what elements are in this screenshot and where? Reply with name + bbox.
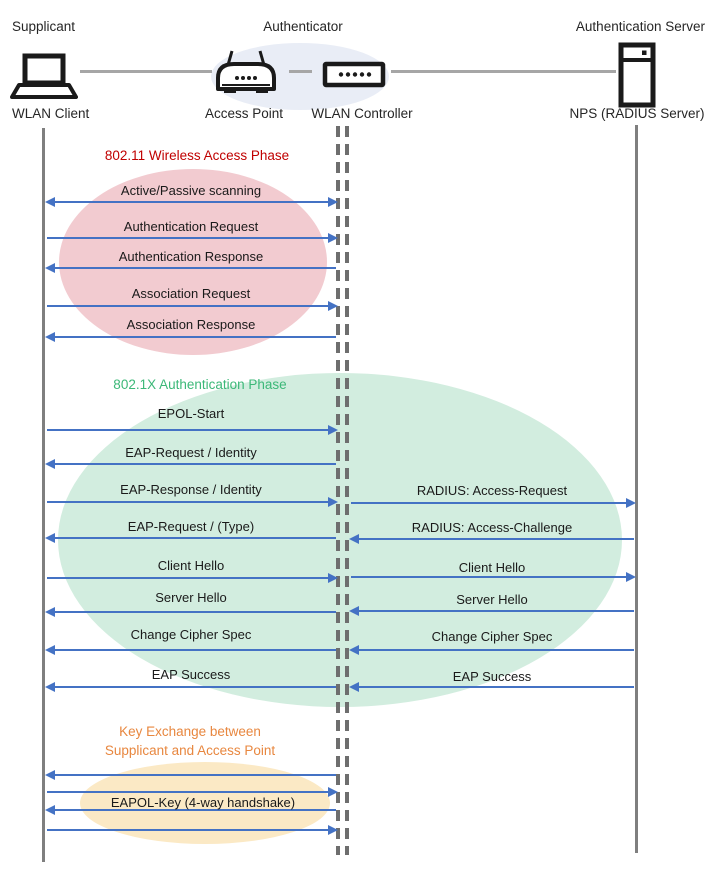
- message-arrow: [45, 769, 338, 781]
- message-arrow: [349, 644, 636, 656]
- message-arrow: [45, 424, 338, 436]
- arrowhead-left: [45, 682, 55, 692]
- arrowhead-left: [45, 770, 55, 780]
- message-arrow: [45, 572, 338, 584]
- arrowhead-left: [45, 645, 55, 655]
- arrowhead-left: [349, 682, 359, 692]
- message-label: Server Hello: [456, 592, 528, 607]
- arrowhead-right: [626, 572, 636, 582]
- role-label-supplicant: Supplicant: [12, 19, 76, 34]
- arrowhead-left: [45, 607, 55, 617]
- message-label: RADIUS: Access-Challenge: [411, 520, 573, 535]
- phase-title-3: Key Exchange between Supplicant and Access Point: [104, 724, 276, 758]
- message-arrow: [349, 497, 636, 509]
- message-label: RADIUS: Access-Request: [416, 483, 568, 498]
- message-label: Authentication Request: [123, 219, 259, 234]
- arrowhead-right: [626, 498, 636, 508]
- message-label: EAP Success: [452, 669, 532, 684]
- message-label: Server Hello: [155, 590, 227, 605]
- message-label: Authentication Response: [118, 249, 264, 264]
- message-label: Association Response: [126, 317, 256, 332]
- arrowhead-right: [328, 573, 338, 583]
- message-label: EAP Success: [151, 667, 231, 682]
- arrowhead-left: [349, 534, 359, 544]
- arrowhead-left: [45, 805, 55, 815]
- message-label: EAP-Request / Identity: [125, 445, 257, 460]
- message-label: EAP-Response / Identity: [120, 482, 262, 497]
- arrowhead-left: [45, 459, 55, 469]
- message-label: Change Cipher Spec: [431, 629, 553, 644]
- device-label-access-point: Access Point: [204, 106, 284, 121]
- message-arrow: [45, 644, 338, 656]
- arrowhead-left: [45, 533, 55, 543]
- message-arrow: [45, 300, 338, 312]
- arrowhead-right: [328, 233, 338, 243]
- arrowhead-right: [328, 425, 338, 435]
- device-label-nps-radius-server: NPS (RADIUS Server): [569, 106, 705, 121]
- message-label: Change Cipher Spec: [130, 627, 252, 642]
- message-label: Client Hello: [157, 558, 225, 573]
- device-label-wlan-controller: WLAN Controller: [311, 106, 413, 121]
- arrowhead-right: [328, 301, 338, 311]
- message-label: Client Hello: [458, 560, 526, 575]
- phase-title-1: 802.11 Wireless Access Phase: [104, 148, 290, 163]
- role-label-authenticator: Authenticator: [263, 19, 343, 34]
- arrowhead-right: [328, 825, 338, 835]
- message-label: EAPOL-Key (4-way handshake): [110, 795, 296, 810]
- arrowhead-left: [45, 263, 55, 273]
- message-arrow: [45, 496, 338, 508]
- message-arrow: [45, 681, 338, 693]
- arrowhead-right: [328, 787, 338, 797]
- arrowhead-right: [328, 497, 338, 507]
- arrowhead-left: [45, 332, 55, 342]
- message-label: Active/Passive scanning: [120, 183, 262, 198]
- message-label: EPOL-Start: [157, 406, 225, 421]
- role-label-authentication-server: Authentication Server: [575, 19, 705, 34]
- arrowhead-left: [349, 606, 359, 616]
- phase-title-2: 802.1X Authentication Phase: [113, 377, 287, 392]
- device-label-wlan-client: WLAN Client: [12, 106, 90, 121]
- arrowhead-right: [328, 197, 338, 207]
- message-arrow: [45, 606, 338, 618]
- message-arrow: [45, 824, 338, 836]
- message-label: EAP-Request / (Type): [127, 519, 255, 534]
- arrowhead-left: [45, 197, 55, 207]
- arrowhead-left: [349, 645, 359, 655]
- message-label: Association Request: [131, 286, 251, 301]
- message-arrow: [45, 331, 338, 343]
